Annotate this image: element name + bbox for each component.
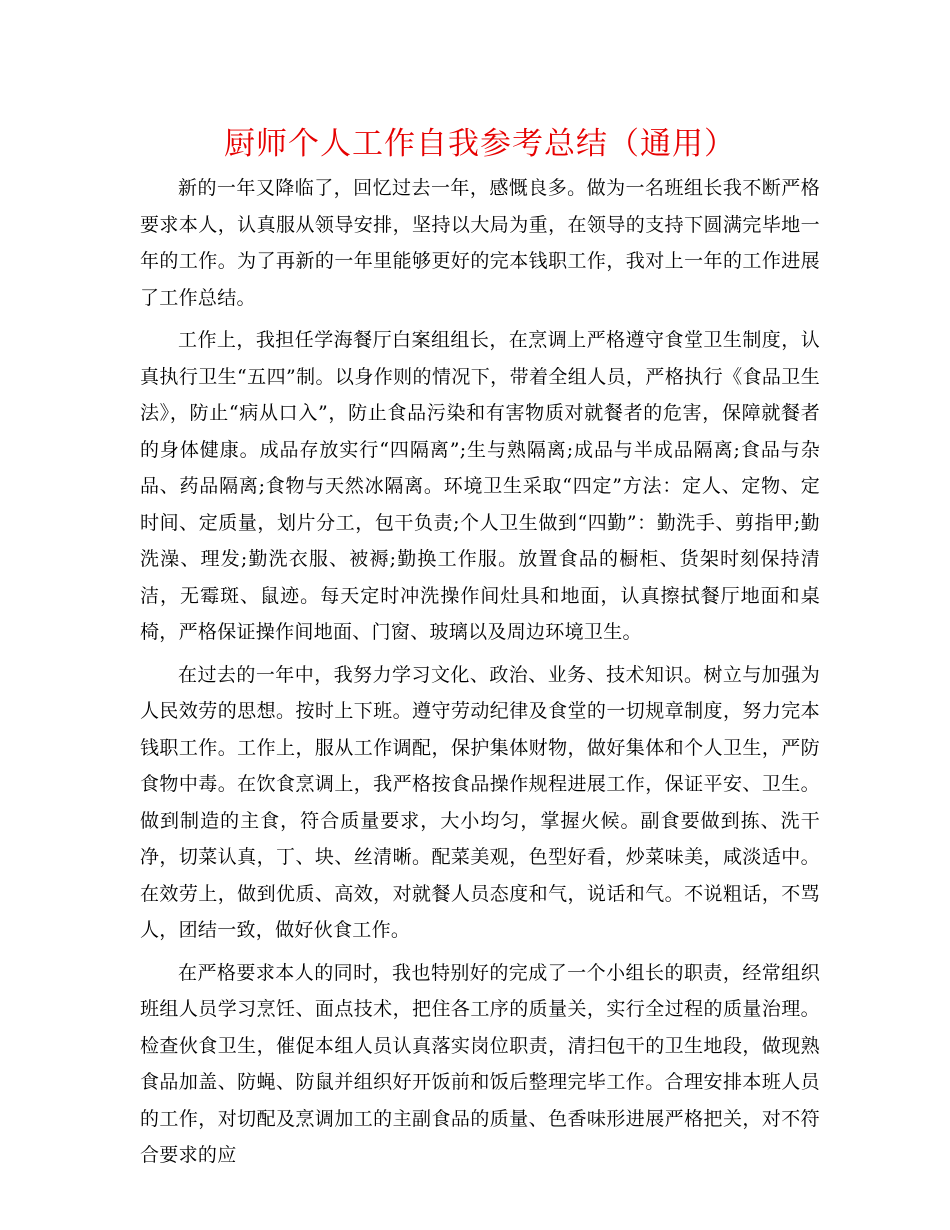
paragraph-hygiene: 工作上，我担任学海餐厅白案组组长，在烹调上严格遵守食堂卫生制度，认真执行卫生“五四”制。以身作则的情况下，带着全组人员，严格执行《食品卫生法》，防止“病从口入”，防止食品污染和有害物质对就餐者的危害，保障就餐者的身体健康。成品存放实行“四隔离”;生与熟隔离;成品与半成品隔离;食品与杂品、药品隔离;食物与天然冰隔离。环境卫生采取“四定”方法：定人、定物、定时间、定质量，划片分工，包干负责;个人卫生做到“四勤”：勤洗手、剪指甲;勤洗澡、理发;勤洗衣服、被褥;勤换工作服。放置食品的橱柜、货架时刻保持清洁，无霉斑、鼠迹。每天定时冲洗操作间灶具和地面，认真擦拭餐厅地面和桌椅，严格保证操作间地面、门窗、玻璃以及周边环境卫生。: [140, 329, 820, 643]
paragraph-leadership: 在严格要求本人的同时，我也特别好的完成了一个小组长的职责，经常组织班组人员学习烹饪、面点技术，把住各工序的质量关，实行全过程的质量治理。检查伙食卫生，催促本组人员认真落实岗位职责，清扫包干的卫生地段，做现熟食品加盖、防蝇、防鼠并组织好开饭前和饭后整理完毕工作。合理安排本班人员的工作，对切配及烹调加工的主副食品的质量、色香味形进展严格把关，对不符合要求的应: [140, 961, 820, 1166]
paragraph-study: 在过去的一年中，我努力学习文化、政治、业务、技术知识。树立与加强为人民效劳的思想。按时上下班。遵守劳动纪律及食堂的一切规章制度，努力完本钱职工作。工作上，服从工作调配，保护集体财物，做好集体和个人卫生，严防食物中毒。在饮食烹调上，我严格按食品操作规程进展工作，保证平安、卫生。做到制造的主食，符合质量要求，大小均匀，掌握火候。副食要做到拣、洗干净，切菜认真，丁、块、丝清晰。配菜美观，色型好看，炒菜味美，咸淡适中。在效劳上，做到优质、高效，对就餐人员态度和气，说话和气。不说粗话，不骂人，团结一致，做好伙食工作。: [140, 663, 820, 941]
document-page: [140, 118, 820, 1180]
paragraph-intro: 新的一年又降临了，回忆过去一年，感慨良多。做为一名班组长我不断严格要求本人，认真服从领导安排，坚持以大局为重，在领导的支持下圆满完毕地一年的工作。为了再新的一年里能够更好的完本钱职工作，我对上一年的工作进展了工作总结。: [140, 177, 820, 309]
document-title: 厨师个人工作自我参考总结（通用）: [224, 126, 736, 162]
